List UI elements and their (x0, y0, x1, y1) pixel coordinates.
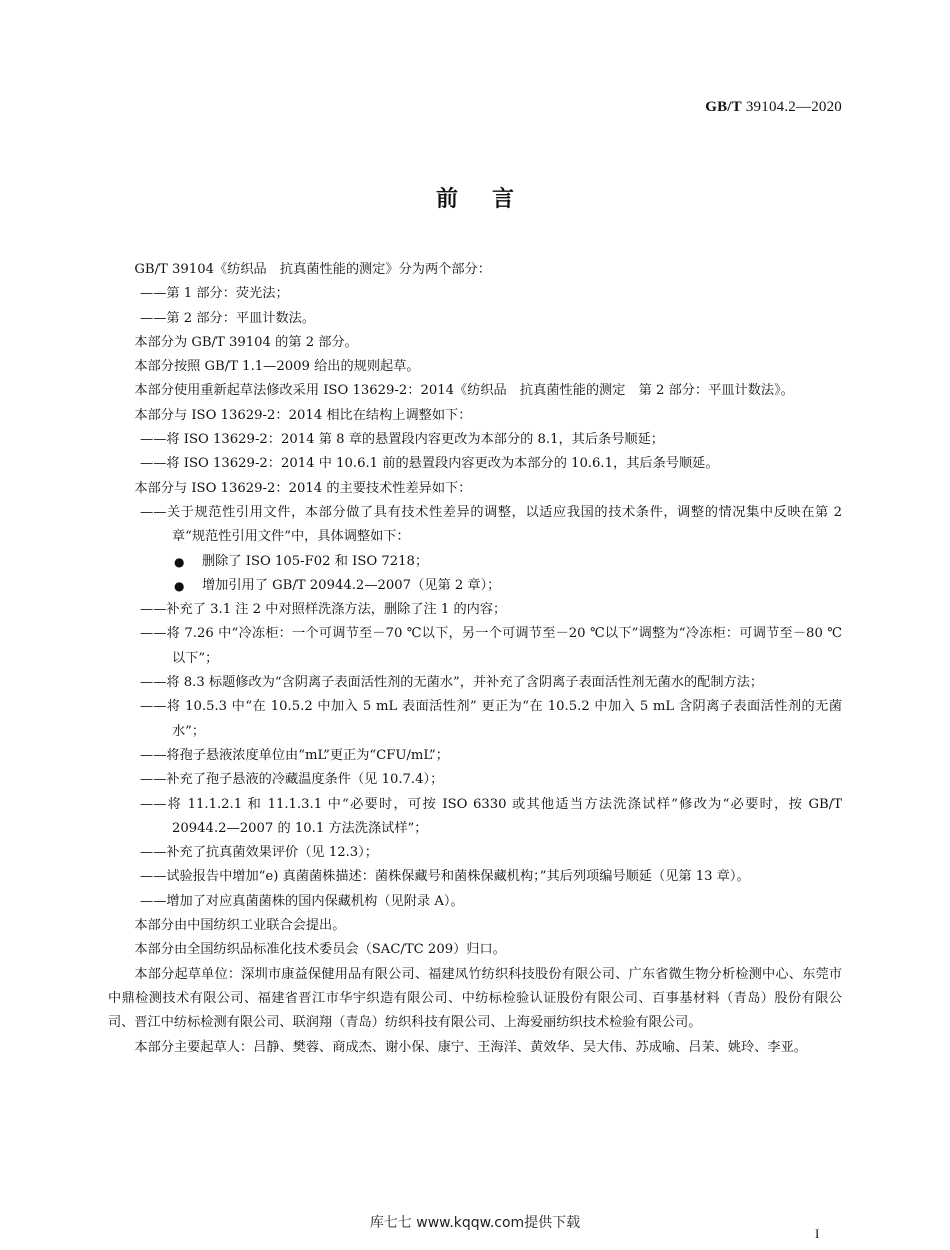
standard-code (705, 99, 842, 116)
paragraph-parts-intro: GB/T 39104《纺织品 抗真菌性能的测定》分为两个部分： (134, 262, 491, 277)
paragraph-drafters: 本部分主要起草人：吕静、樊蓉、商成杰、谢小保、康宁、王海洋、黄效华、吴大伟、苏成喻、吕茉、姚玲、李亚。 (134, 1039, 807, 1055)
paragraph-structure-changes: 本部分与 ISO 13629-2：2014 相比在结构上调整如下： (134, 407, 472, 423)
paragraph-adoption: 本部分使用重新起草法修改采用 ISO 13629-2：2014《纺织品 抗真菌性能的测定 第 2 部分：平皿计数法》。 (134, 383, 794, 399)
list-item-test-report: ——试验报告中增加“e) 真菌菌株描述：菌株保藏号和菌株保藏机构；”其后列项编号顺延（见第 13 章）。 (140, 869, 750, 885)
list-item-title-8-3: ——将 8.3 标题修改为“含阴离子表面活性剂的无菌水”，并补充了含阴离子表面活性剂无菌水的配制方法； (140, 675, 764, 691)
list-item-note: ——补充了 3.1 注 2 中对照样洗涤方法，删除了注 1 的内容； (140, 602, 507, 618)
list-item-unit: ——将孢子悬液浓度单位由“mL”更正为“CFU/mL”； (140, 747, 449, 763)
paragraph-proposed-by: 本部分由中国纺织工业联合会提出。 (134, 918, 346, 934)
standard-number: 39104.2—2020 (745, 99, 842, 115)
paragraph-committee: 本部分由全国纺织品标准化技术委员会（SAC/TC 209）归口。 (134, 942, 506, 958)
page-number: I (815, 1226, 820, 1241)
paragraph-this-part: 本部分为 GB/T 39104 的第 2 部分。 (134, 334, 358, 350)
page-title: 前言 (435, 187, 548, 212)
list-item-evaluation: ——补充了抗真菌效果评价（见 12.3）； (140, 845, 378, 861)
bullet-item-deleted (108, 550, 842, 574)
list-item-storage-temp: ——补充了孢子悬液的冷藏温度条件（见 10.7.4）； (140, 772, 444, 788)
bullet-text: 删除了 ISO 105-F02 和 ISO 7218； (202, 553, 429, 569)
bullet-text: 增加引用了 GB/T 20944.2—2007（见第 2 章）； (202, 577, 501, 593)
list-item-washing: ——将 11.1.2.1 和 11.1.3.1 中“必要时，可按 ISO 6330 或其他适当方法洗涤试样”修改为“必要时，按 GB/T 20944.2—2007 的 10.1 方法洗涤试样”； (140, 796, 842, 836)
list-item-part2: ——第 2 部分：平皿计数法。 (140, 310, 316, 326)
paragraph-technical-differences: 本部分与 ISO 13629-2：2014 的主要技术性差异如下： (134, 480, 472, 496)
list-item-part1: ——第 1 部分：荧光法； (140, 286, 289, 302)
paragraph-drafting-rules: 本部分按照 GB/T 1.1—2009 给出的规则起草。 (134, 359, 420, 375)
list-item-annex: ——增加了对应真菌菌株的国内保藏机构（见附录 A）。 (140, 893, 464, 909)
bullet-dot-icon: ● (174, 578, 185, 593)
foreword-body (108, 258, 842, 1060)
paragraph-drafting-units: 本部分起草单位：深圳市康益保健用品有限公司、福建凤竹纺织科技股份有限公司、广东省微生物分析检测中心、东莞市中鼎检测技术有限公司、福建省晋江市华宇织造有限公司、中纺标检验认证股份有限公司、百事基材料（青岛）股份有限公司、晋江中纺标检测有限公司、联润翔（青岛）纺织科技有限公司、上海爱丽纺织技术检验有限公司。 (108, 966, 842, 1031)
list-item-structure-2: ——将 ISO 13629-2：2014 中 10.6.1 前的悬置段内容更改为本部分的 10.6.1，其后条号顺延。 (140, 456, 719, 472)
standard-prefix: GB/T (705, 99, 742, 115)
bullet-dot-icon: ● (174, 554, 185, 569)
list-item-freezer: ——将 7.26 中“冷冻柜：一个可调节至－70 ℃以下，另一个可调节至－20 ℃以下”调整为“冷冻柜：可调节至－80 ℃以下”； (140, 626, 842, 666)
list-item-normative-references: ——关于规范性引用文件，本部分做了具有技术性差异的调整，以适应我国的技术条件，调整的情况集中反映在第 2 章“规范性引用文件”中，具体调整如下： (140, 504, 842, 545)
bullet-item-added (108, 574, 842, 598)
list-item-10-5-3: ——将 10.5.3 中“在 10.5.2 中加入 5 mL 表面活性剂” 更正为“在 10.5.2 中加入 5 mL 含阴离子表面活性剂的无菌水”； (140, 699, 842, 739)
footer-watermark: 库七七 www.kqqw.com提供下载 (369, 1215, 581, 1231)
list-item-structure-1: ——将 ISO 13629-2：2014 第 8 章的悬置段内容更改为本部分的 8.1，其后条号顺延； (140, 432, 664, 448)
